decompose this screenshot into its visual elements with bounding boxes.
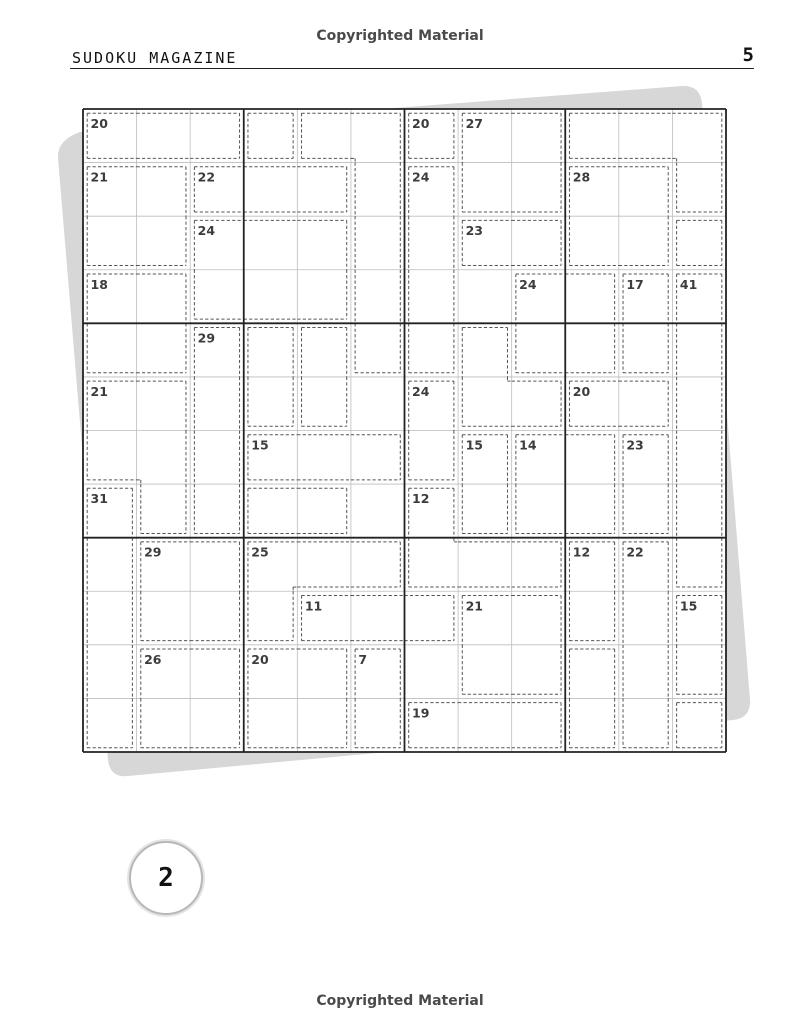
cage-sum-clue: 15 (679, 598, 698, 614)
cage-sum-clue: 29 (197, 330, 216, 346)
cage-sum-clue: 31 (90, 491, 108, 507)
cage-sum-clue: 20 (90, 116, 108, 131)
cage-sum-clue: 17 (626, 276, 644, 292)
puzzle-number-badge (129, 841, 203, 915)
copyright-notice-bottom: Copyrighted Material (316, 993, 484, 1009)
cage-sum-clue: 24 (412, 169, 430, 185)
cage-sum-clue: 15 (251, 437, 269, 453)
cage-sum-clue: 21 (90, 169, 108, 185)
cage-sum-clue: 23 (465, 223, 483, 239)
cage-sum-clue: 20 (412, 116, 430, 131)
cage-sum-clue: 22 (626, 544, 644, 560)
cage-sum-clue: 41 (679, 276, 698, 292)
cage-sum-clue: 20 (572, 383, 591, 399)
magazine-title: SUDOKU MAGAZINE (72, 49, 238, 67)
cage-sum-clue: 29 (144, 544, 162, 560)
cage-sum-clue: 24 (412, 383, 430, 399)
puzzle-number: 2 (158, 863, 174, 893)
cage-sum-clue: 20 (251, 651, 269, 667)
page-number: 5 (742, 44, 754, 66)
cage-sum-clue: 25 (251, 544, 269, 560)
cage-sum-clue: 21 (90, 383, 108, 399)
copyright-notice-top: Copyrighted Material (316, 28, 484, 44)
cage-sum-clue: 22 (197, 169, 216, 185)
cage-sum-clue: 19 (412, 705, 430, 721)
cage-sum-clue: 26 (144, 651, 162, 667)
cage-sum-clue: 28 (572, 169, 591, 185)
cage-sum-clue: 27 (465, 116, 483, 131)
cage-sum-clue: 23 (626, 437, 644, 453)
cage-sum-clue: 14 (519, 437, 537, 453)
cage-sum-clue: 11 (304, 598, 323, 614)
cage-sum-clue: 15 (465, 437, 483, 453)
cage-sum-clue: 12 (572, 544, 591, 560)
cage-sum-clue: 12 (412, 491, 430, 507)
cage-sum-clue: 24 (197, 223, 216, 239)
cage-sum-clue: 24 (519, 276, 537, 292)
cage-sum-clue: 18 (90, 276, 108, 292)
cage-sum-clue: 21 (465, 598, 483, 614)
cage-sum-clue: 7 (358, 651, 368, 667)
